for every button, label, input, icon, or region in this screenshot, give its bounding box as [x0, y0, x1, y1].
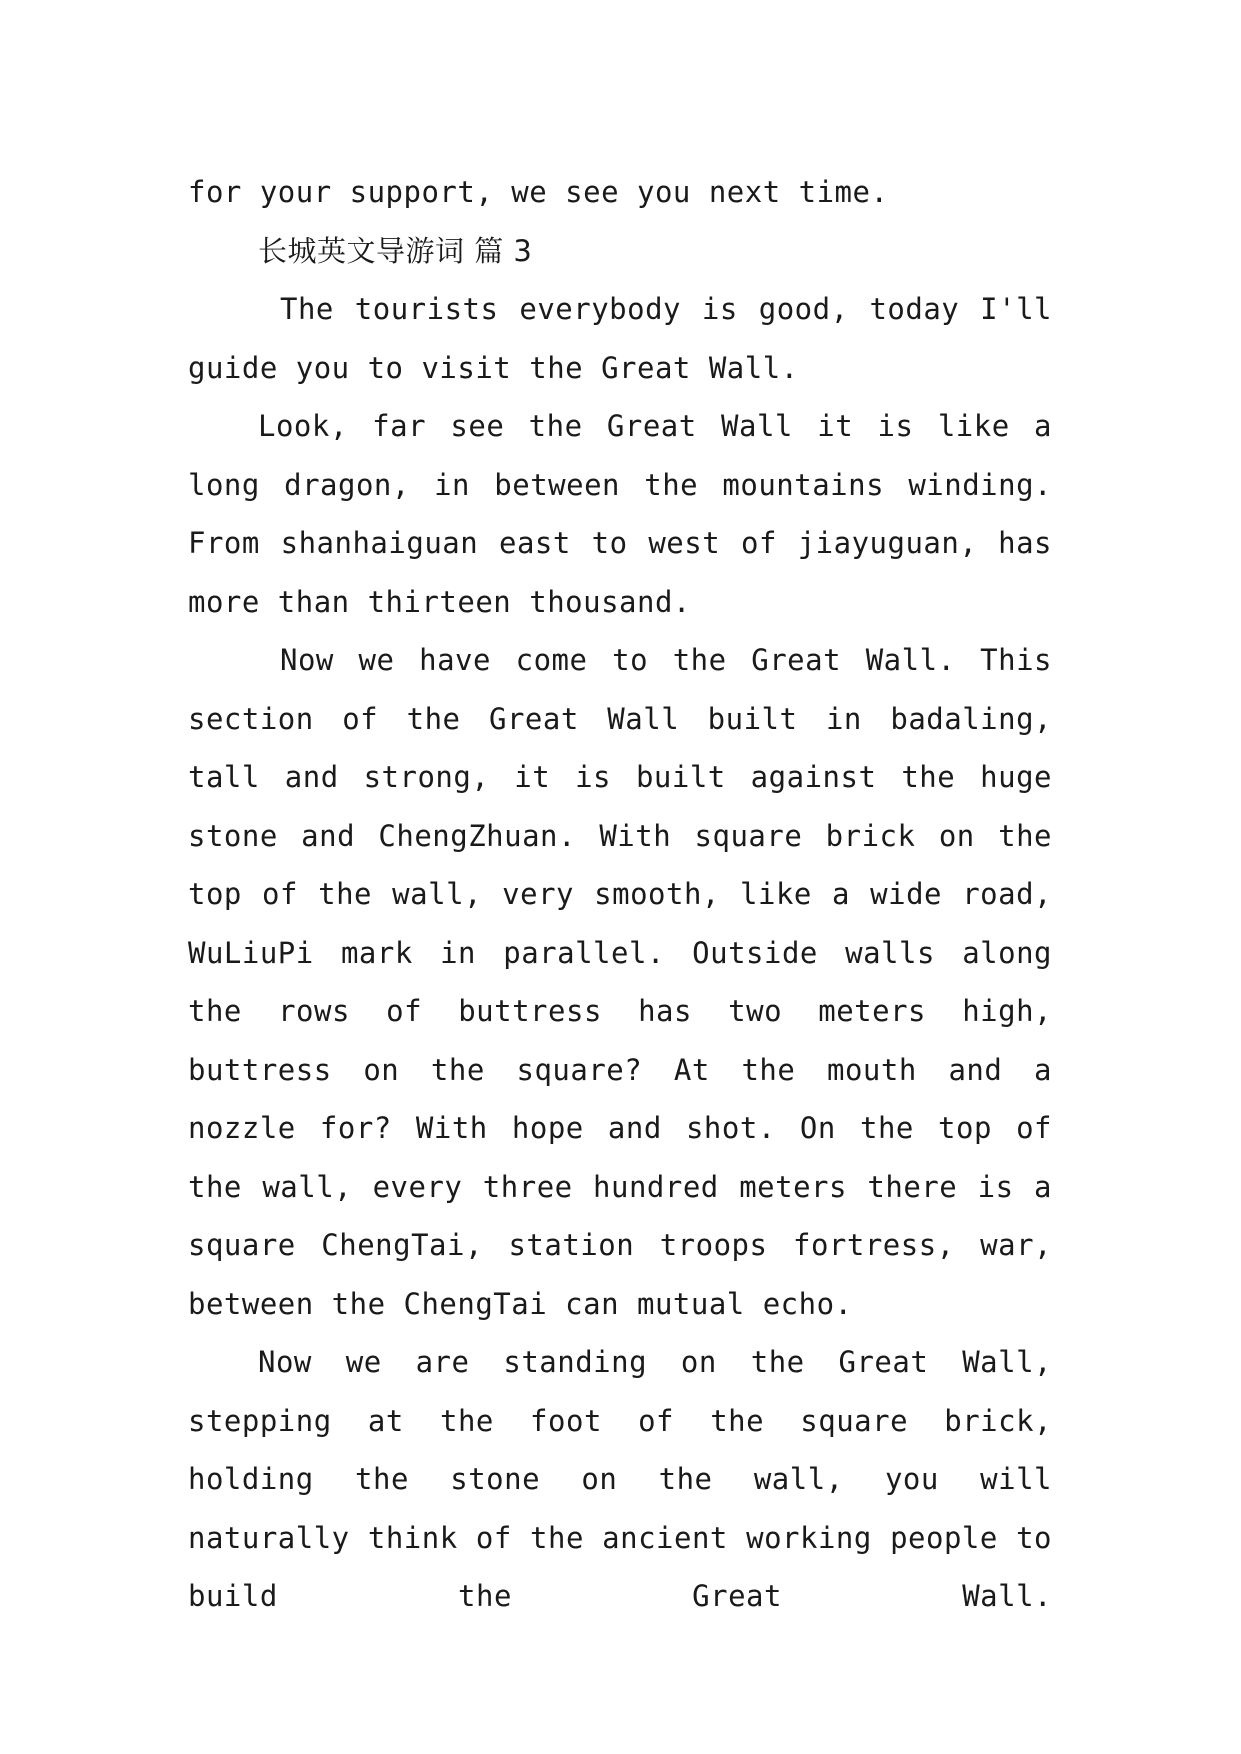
paragraph-standing: Now we are standing on the Great Wall, stepping at the foot of the square brick, holding the stone on the wall, you will naturally think of the ancient working people to build the Great Wall.	[188, 1345, 1052, 1613]
section-heading: 长城英文导游词 篇 3	[258, 233, 533, 268]
paragraph-greeting: The tourists everybody is good, today I'll guide you to visit the Great Wall.	[188, 292, 1052, 385]
paragraph-badaling: Now we have come to the Great Wall. This section of the Great Wall built in badaling, tall and strong, it is built against the huge stone and ChengZhuan. With square brick on the top of the wall, very smooth, like a wide road, WuLiuPi mark in parallel. Outside walls along the rows of buttress has two meters high, buttress on the square? At the mouth and a nozzle for? With hope and shot. On the top of the wall, every three hundred meters there is a square ChengTai, station troops fortress, war, between the ChengTai can mutual echo.	[188, 643, 1052, 1321]
paragraph-dragon: Look, far see the Great Wall it is like a long dragon, in between the mountains winding. From shanhaiguan east to west of jiayuguan, has more than thirteen thousand.	[188, 409, 1052, 619]
document-body	[188, 163, 1052, 1626]
lead-line: for your support, we see you next time.	[188, 175, 889, 209]
